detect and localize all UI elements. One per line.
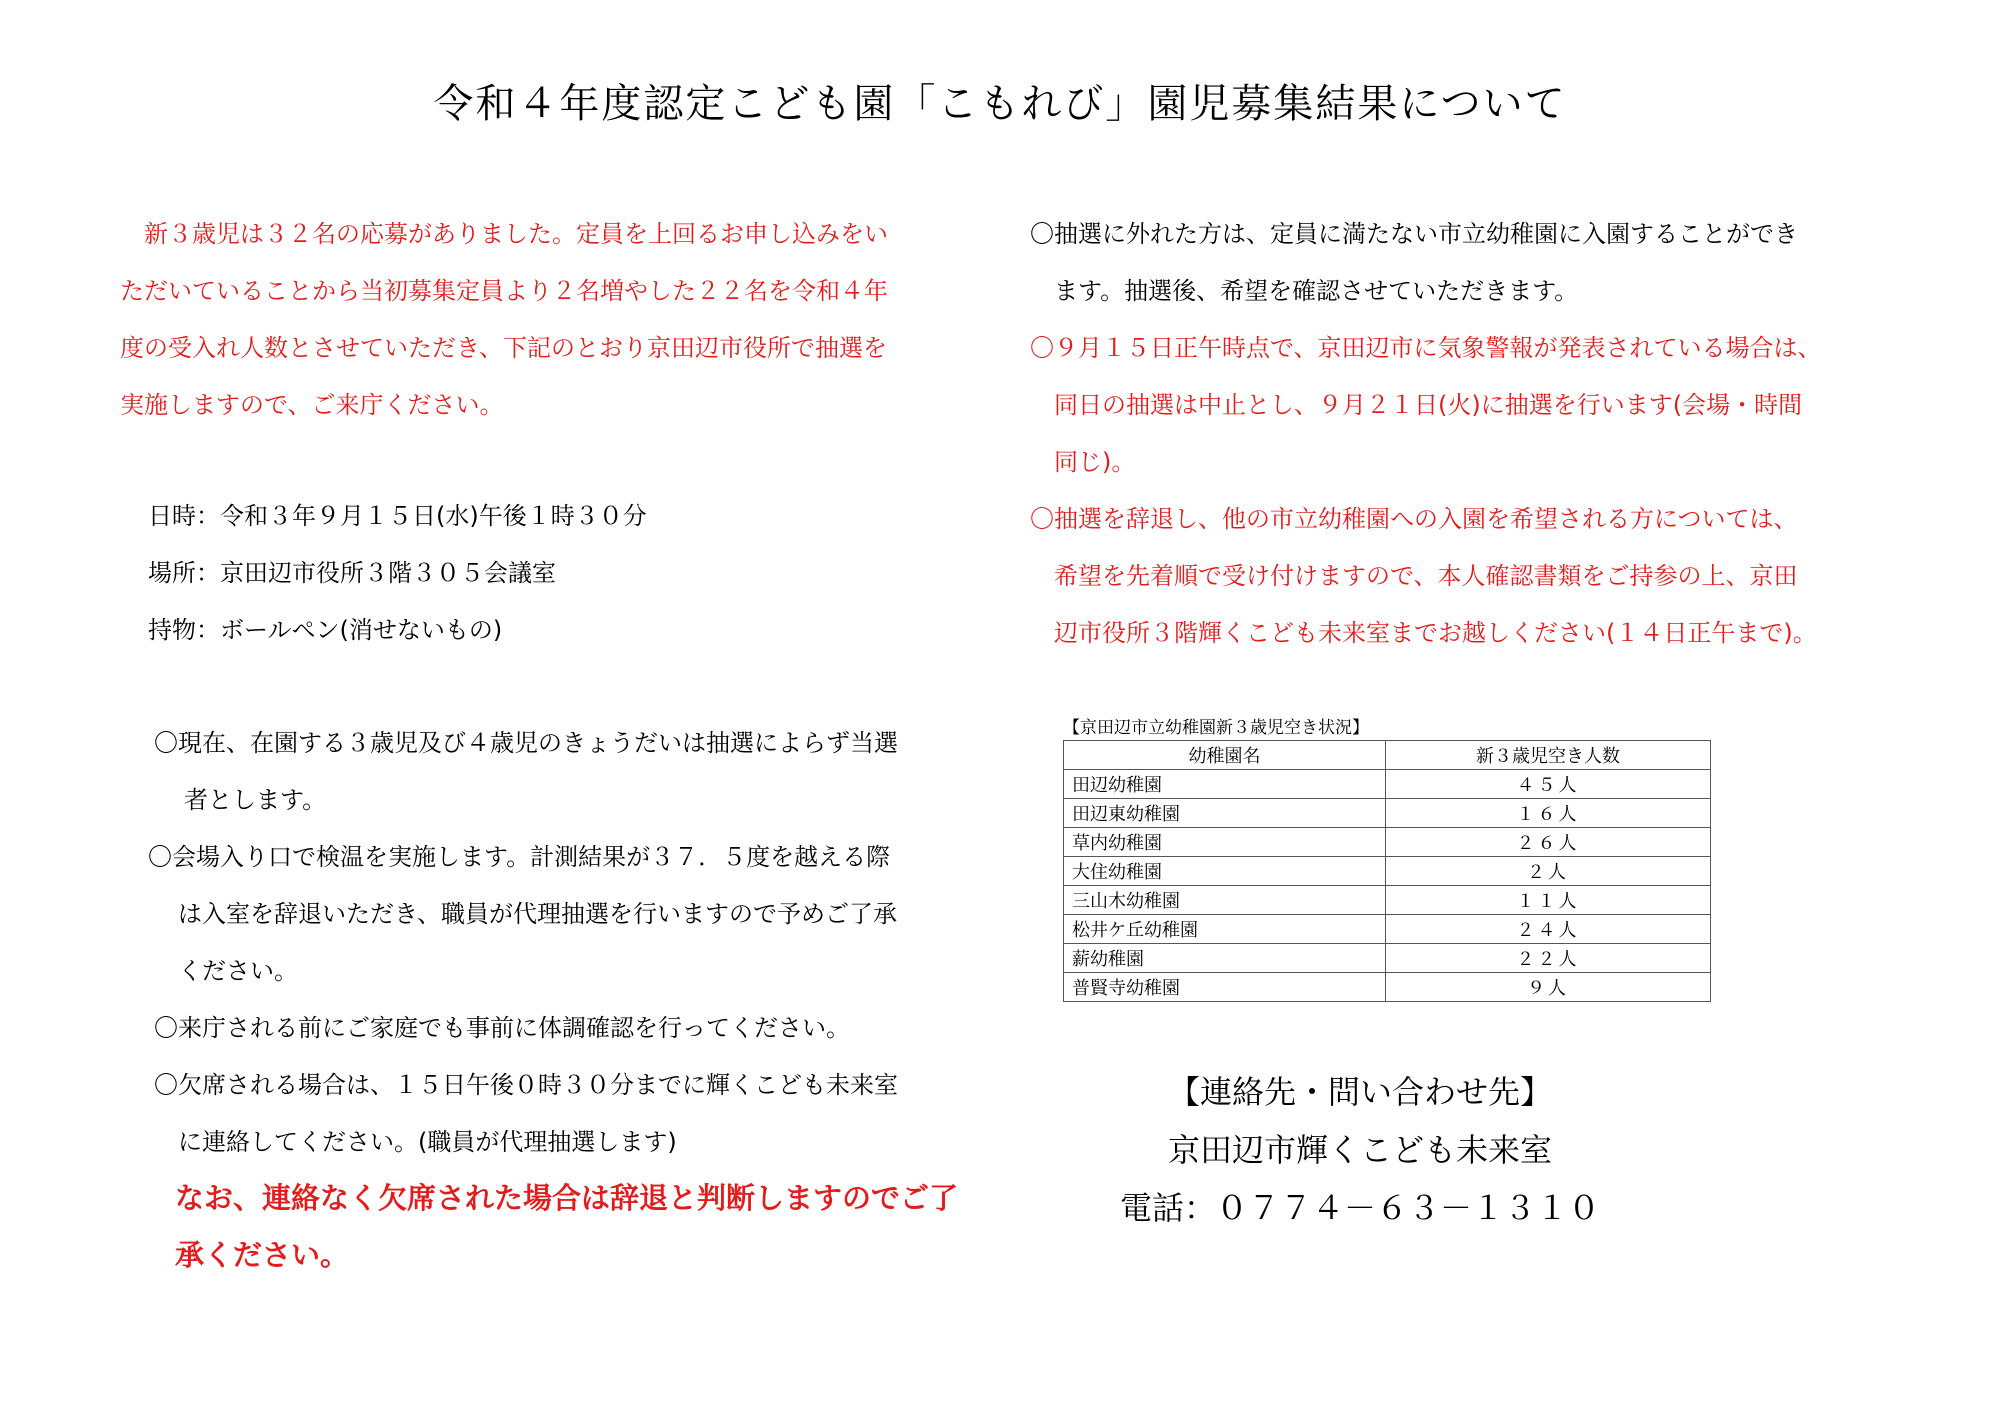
vacancy-count: １６人: [1386, 799, 1711, 828]
note-line: 〇来庁される前にご家庭でも事前に体調確認を行ってください。: [154, 1014, 850, 1042]
kindergarten-name: 薪幼稚園: [1064, 944, 1386, 973]
note-line: ください。: [154, 957, 298, 985]
note-line: 辺市役所３階輝くこども未来室までお越しください(１４日正午まで)。: [1030, 619, 1817, 647]
notes-right-black: [1030, 206, 1798, 320]
table-row: [1064, 857, 1711, 886]
kindergarten-name: 普賢寺幼稚園: [1064, 973, 1386, 1002]
vacancy-table: [1063, 740, 1711, 1002]
table-row: [1064, 886, 1711, 915]
vacancy-count: １１人: [1386, 886, 1711, 915]
warning-line: 承ください。: [175, 1238, 350, 1272]
intro-line: 度の受入れ人数とさせていただき、下記のとおり京田辺市役所で抽選を: [120, 334, 888, 362]
note-line: 〇会場入り口で検温を実施します。計測結果が３７．５度を越える際: [148, 843, 891, 871]
vacancy-caption: 【京田辺市立幼稚園新３歳児空き状況】: [1063, 718, 1369, 738]
vacancy-count: ４５人: [1386, 770, 1711, 799]
vacancy-count: ２２人: [1386, 944, 1711, 973]
absence-warning: [175, 1170, 958, 1284]
lottery-datetime: 日時：令和３年９月１５日(水)午後１時３０分: [148, 502, 647, 530]
kindergarten-name: 大住幼稚園: [1064, 857, 1386, 886]
table-row: [1064, 944, 1711, 973]
note-line: 希望を先着順で受け付けますので、本人確認書類をご持参の上、京田: [1030, 562, 1798, 590]
note-line: は入室を辞退いただき、職員が代理抽選を行いますので予めご了承: [154, 900, 898, 928]
note-line: 〇９月１５日正午時点で、京田辺市に気象警報が発表されている場合は、: [1030, 334, 1822, 362]
kindergarten-name: 草内幼稚園: [1064, 828, 1386, 857]
note-line: 者とします。: [160, 786, 327, 814]
contact-phone: 電話：０７７４－６３－１３１０: [1119, 1189, 1600, 1227]
lottery-details: [148, 488, 647, 659]
note-line: 〇現在、在園する３歳児及び４歳児のきょうだいは抽選によらず当選: [154, 729, 898, 757]
contact-heading: 【連絡先・問い合わせ先】: [1167, 1073, 1552, 1111]
page-title: 令和４年度認定こども園「こもれび」園児募集結果について: [433, 81, 1567, 127]
kindergarten-name: 田辺東幼稚園: [1064, 799, 1386, 828]
vacancy-count: ９人: [1386, 973, 1711, 1002]
lottery-items: 持物：ボールペン(消せないもの): [148, 616, 503, 644]
table-row: [1064, 828, 1711, 857]
note-line: 〇欠席される場合は、１５日午後０時３０分までに輝くこども未来室: [154, 1071, 898, 1099]
intro-line: 実施しますので、ご来庁ください。: [120, 391, 504, 419]
note-line: 同じ)。: [1030, 448, 1136, 476]
contact-block: [1110, 1063, 1610, 1237]
note-line: に連絡してください。(職員が代理抽選します): [154, 1128, 677, 1156]
warning-line: なお、連絡なく欠席された場合は辞退と判断しますのでご了: [175, 1181, 959, 1215]
table-row: [1064, 973, 1711, 1002]
notes-right-red: [1030, 320, 1822, 662]
vacancy-count: ２人: [1386, 857, 1711, 886]
table-header-row: [1064, 741, 1711, 770]
notes-left: [148, 715, 898, 1171]
table-row: [1064, 915, 1711, 944]
intro-line: ただいていることから当初募集定員より２名増やした２２名を令和４年: [120, 277, 888, 305]
intro-paragraph: [120, 206, 888, 434]
kindergarten-name: 三山木幼稚園: [1064, 886, 1386, 915]
note-line: 同日の抽選は中止とし、９月２１日(火)に抽選を行います(会場・時間: [1030, 391, 1803, 419]
column-header: 新３歳児空き人数: [1386, 741, 1711, 770]
note-line: 〇抽選を辞退し、他の市立幼稚園への入園を希望される方については、: [1030, 505, 1798, 533]
kindergarten-name: 田辺幼稚園: [1064, 770, 1386, 799]
lottery-place: 場所：京田辺市役所３階３０５会議室: [148, 559, 556, 587]
table-row: [1064, 799, 1711, 828]
kindergarten-name: 松井ケ丘幼稚園: [1064, 915, 1386, 944]
note-line: ます。抽選後、希望を確認させていただきます。: [1030, 277, 1579, 305]
vacancy-count: ２６人: [1386, 828, 1711, 857]
contact-office: 京田辺市輝くこども未来室: [1167, 1131, 1552, 1169]
column-header: 幼稚園名: [1064, 741, 1386, 770]
table-row: [1064, 770, 1711, 799]
note-line: 〇抽選に外れた方は、定員に満たない市立幼稚園に入園することができ: [1030, 220, 1798, 248]
intro-line: 新３歳児は３２名の応募がありました。定員を上回るお申し込みをい: [120, 220, 888, 248]
vacancy-count: ２４人: [1386, 915, 1711, 944]
